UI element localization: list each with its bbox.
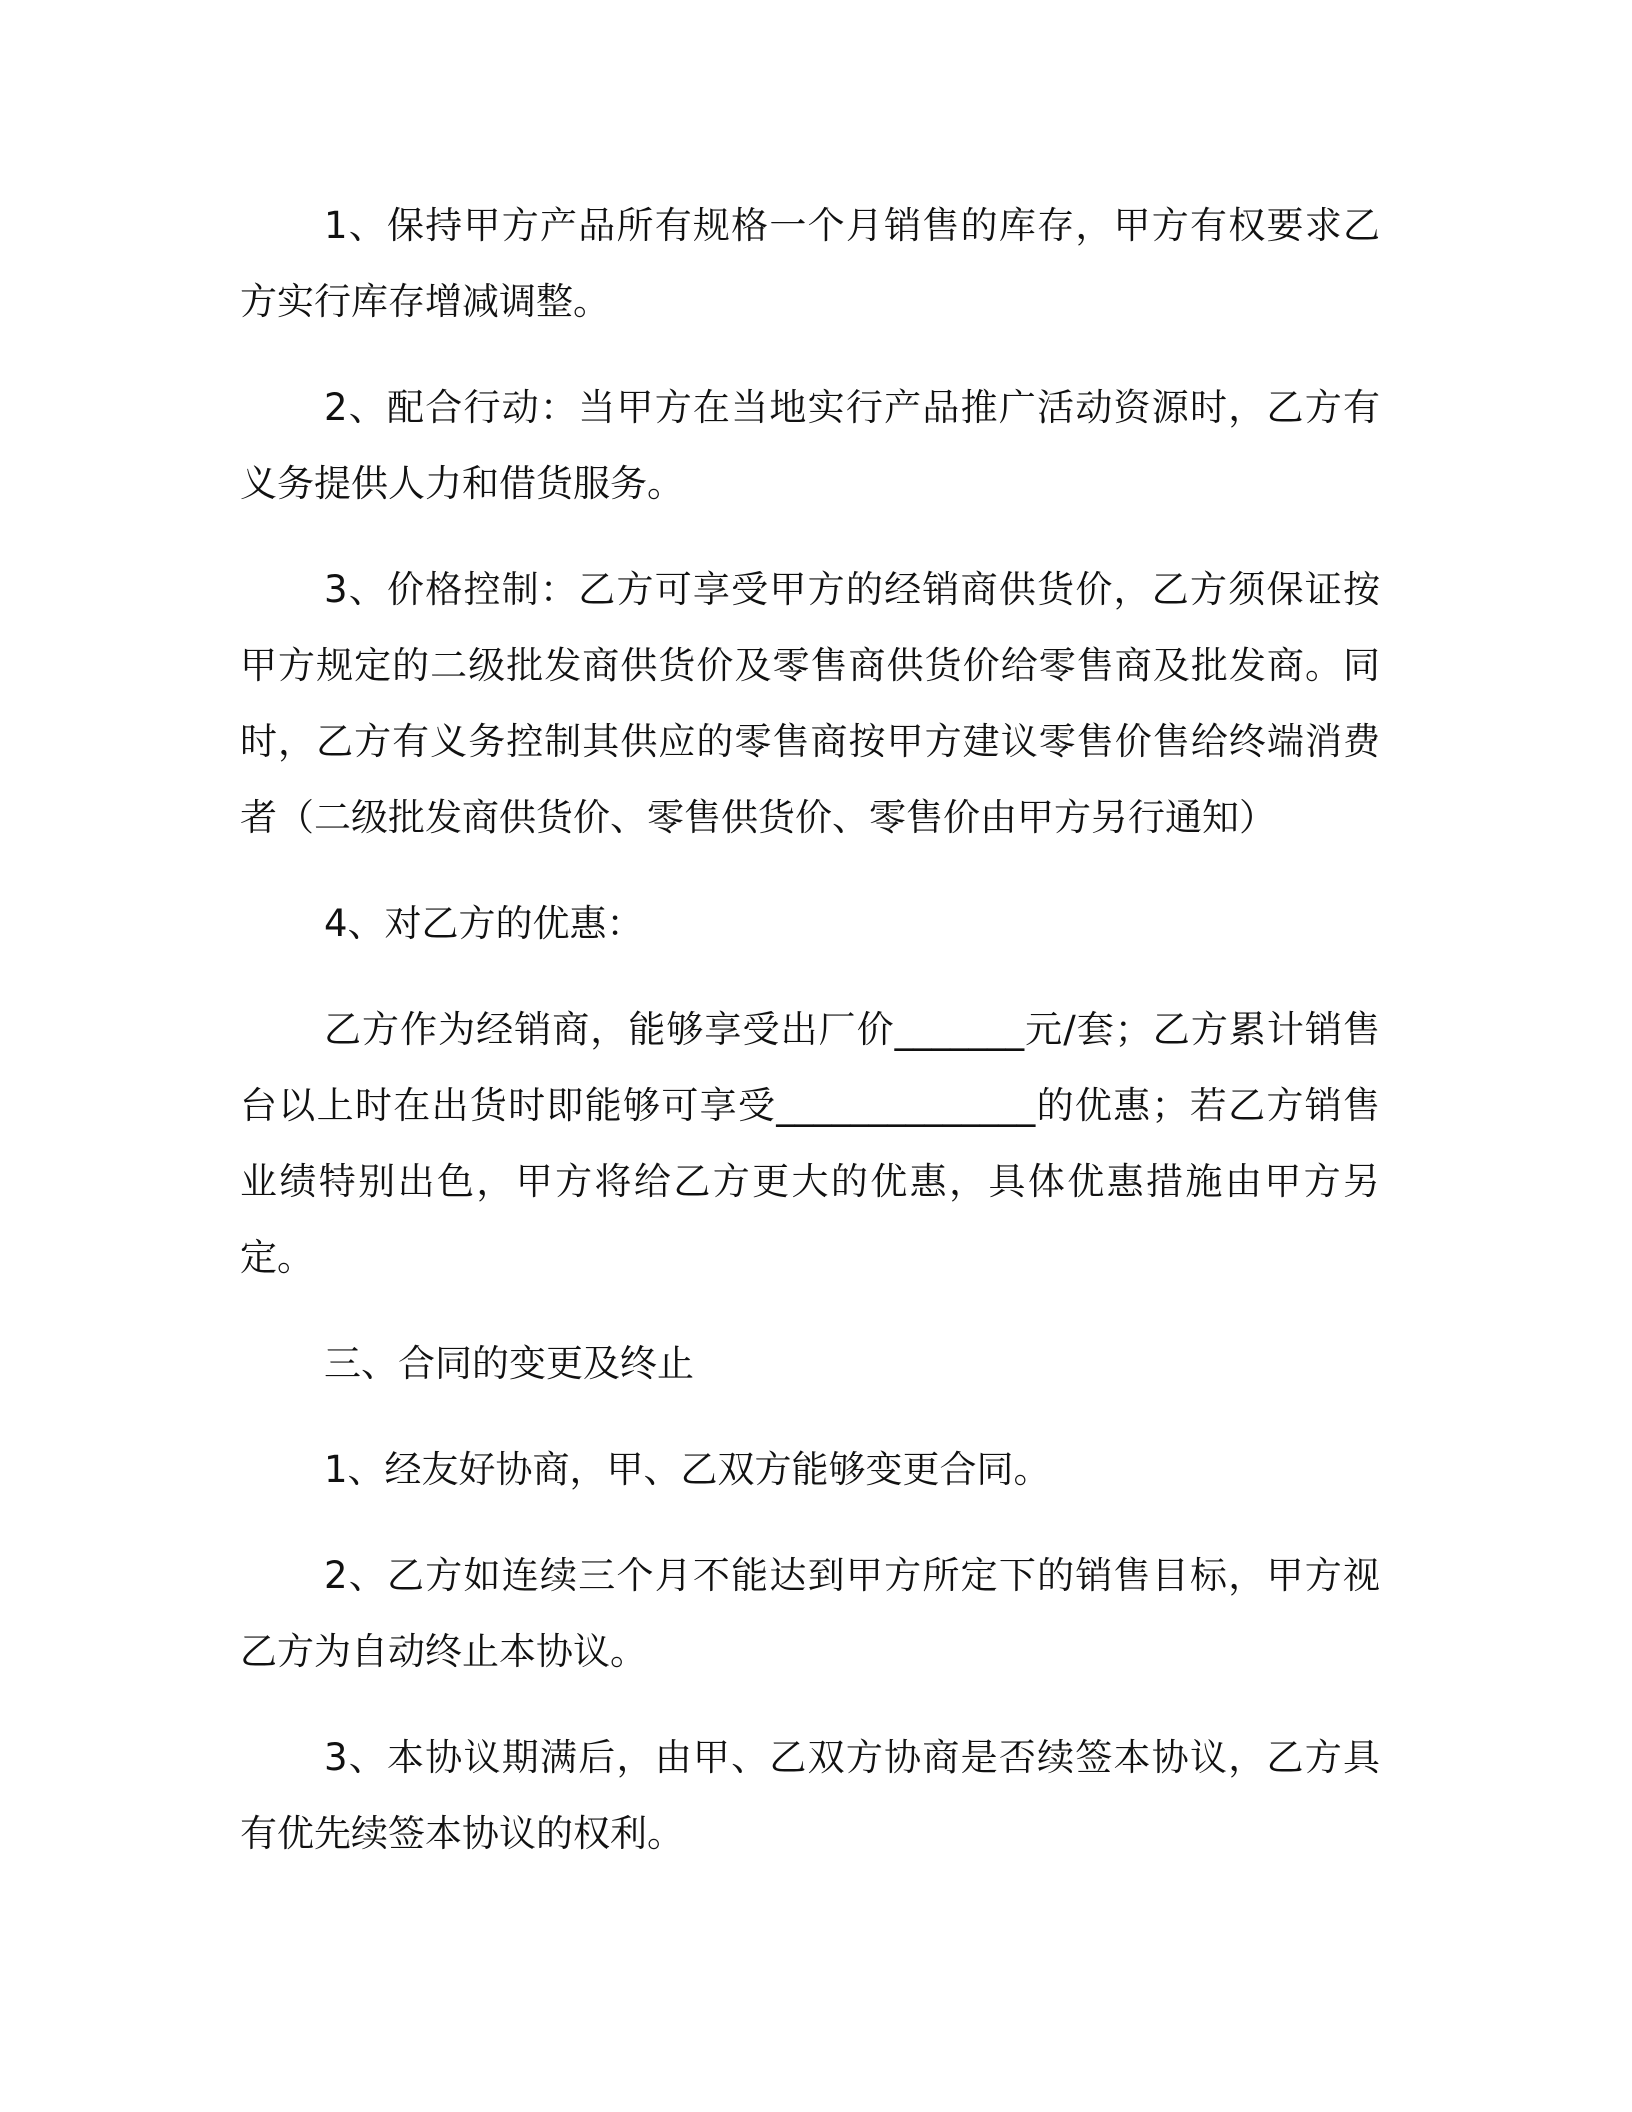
clause-termination: 2、乙方如连续三个月不能达到甲方所定下的销售目标，甲方视乙方为自动终止本协议。 xyxy=(240,1554,1380,1673)
clause-price-control: 3、价格控制：乙方可享受甲方的经销商供货价，乙方须保证按甲方规定的二级批发商供货价及零售商供货价给零售商及批发商。同时，乙方有义务控制其供应的零售商按甲方建议零售价售给终端消费者（二级批发商供货价、零售供货价、零售价由甲方另行通知） xyxy=(240,568,1380,839)
clause-renewal: 3、本协议期满后，由甲、乙双方协商是否续签本协议，乙方具有优先续签本协议的权利。 xyxy=(240,1736,1380,1855)
clause-inventory: 1、保持甲方产品所有规格一个月销售的库存，甲方有权要求乙方实行库存增减调整。 xyxy=(240,204,1380,323)
clause-discount-heading: 4、对乙方的优惠： xyxy=(324,902,644,945)
clause-discount-details: 乙方作为经销商，能够享受出厂价_______元/套；乙方累计销售台以上时在出货时即能够可享受______________的优惠；若乙方销售业绩特别出色，甲方将给乙方更大的优惠，具体优惠措施由甲方另定。 xyxy=(240,1008,1380,1279)
clause-change-by-agreement: 1、经友好协商，甲、乙双方能够变更合同。 xyxy=(324,1448,1051,1491)
clause-cooperation: 2、配合行动：当甲方在当地实行产品推广活动资源时，乙方有义务提供人力和借货服务。 xyxy=(240,386,1380,505)
section-heading-contract-change: 三、合同的变更及终止 xyxy=(324,1342,694,1385)
document-body xyxy=(240,188,1380,1872)
